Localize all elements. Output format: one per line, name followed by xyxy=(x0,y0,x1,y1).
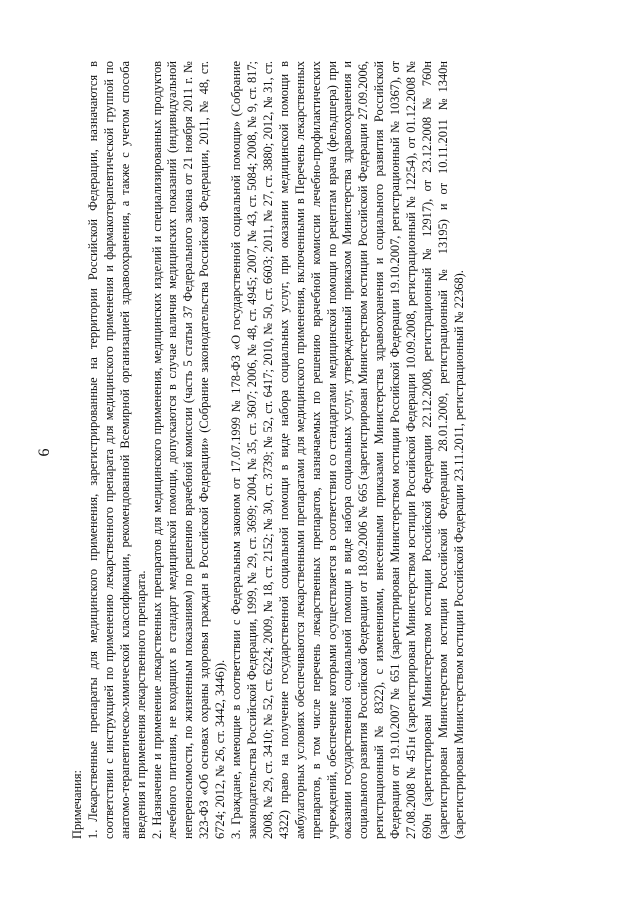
notes-section xyxy=(70,61,468,839)
page-number: 6 xyxy=(36,448,53,457)
notes-heading: Примечания: xyxy=(70,770,84,839)
note-item-3: 3. Граждане, имеющие в соответствии с Федеральным законом от 17.07.1999 № 178-ФЗ «О государственной социальной помощи» (Собрание законодательства Российской Федерации, 1999, № 29, ст. 3699; 2004, № 35, ст. 3607; 2006, № 48, ст. 4945; 2007, № 43, ст. 5084; 2008, № 9, ст. 817; 2008, № 29, ст. 3410; № 52, ст. 6224; 2009, № 18, ст. 2152; № 30, ст. 3739; № 52, ст. 6417; 2010, № 50, ст. 6603; 2011, № 27, ст. 3880; 2012, № 31, ст. 4322) право на получение государственной социальной помощи в виде набора социальных услуг, при оказании медицинской помощи в амбулаторных условиях обеспечиваются лекарственными препаратами для медицинского применения, включенными в Перечень лекарственных препаратов, в том числе перечень лекарственных препаратов, назначаемых по решению врачебной комиссии лечебно-профилактических учреждений, обеспечение которыми осуществляется в соответствии со стандартами медицинской помощи по рецептам врача (фельдшера) при оказании государственной социальной помощи в виде набора социальных услуг, утвержденный приказом Министерства здравоохранения и социального развития Российской Федерации от 18.09.2006 № 665 (зарегистрирован Министерством юстиции Российской Федерации 27.09.2006, регистрационный № 8322), с изменениями, внесенными приказами Министерства здравоохранения и социального развития Российской Федерации от 19.10.2007 № 651 (зарегистрирован Министерством юстиции Российской Федерации 19.10.2007, регистрационный № 10367), от 27.08.2008 № 451н (зарегистрирован Министерством юстиции Российской Федерации 10.09.2008, регистрационный № 12254), от 01.12.2008 № 690н (зарегистрирован Министерством юстиции Российской Федерации 22.12.2008, регистрационный № 12917), от 23.12.2008 № 760н (зарегистрирован Министерством юстиции Российской Федерации 28.01.2009, регистрационный № 13195) и от 10.11.2011 №1340н (зарегистрирован Министерством юстиции Российской Федерации 23.11.2011, регистрационный № 22368). xyxy=(229,61,466,839)
note-item-2: 2. Назначение и применение лекарственных препаратов для медицинского применения, медицинских изделий и специализированных продуктов лечебного питания, не входящих в стандарт медицинской помощи, допускаются в случае наличия медицинских показаний (индивидуальной непереносимости, по жизненным показаниям) по решению врачебной комиссии (часть 5 статьи 37 Федерального закона от 21 ноября 2011 г. № 323-ФЗ «Об основах охраны здоровья граждан в Российской Федерации» (Собрание законодательства Российской Федерации, 2011, № 48, ст. 6724; 2012, № 26, ст. 3442, 3446)). xyxy=(149,61,228,839)
note-item-1: 1. Лекарственные препараты для медицинского применения, зарегистрированные на территории Российской Федерации, назначаются в соответствии с инструкцией по применению лекарственного препарата для медицинского применения и фармакотерапевтической группой по анатомо-терапевтическо-химической классификации, рекомендованной Всемирной организацией здравоохранения, а также с учетом способа введения и применения лекарственного препарата. xyxy=(85,61,148,839)
